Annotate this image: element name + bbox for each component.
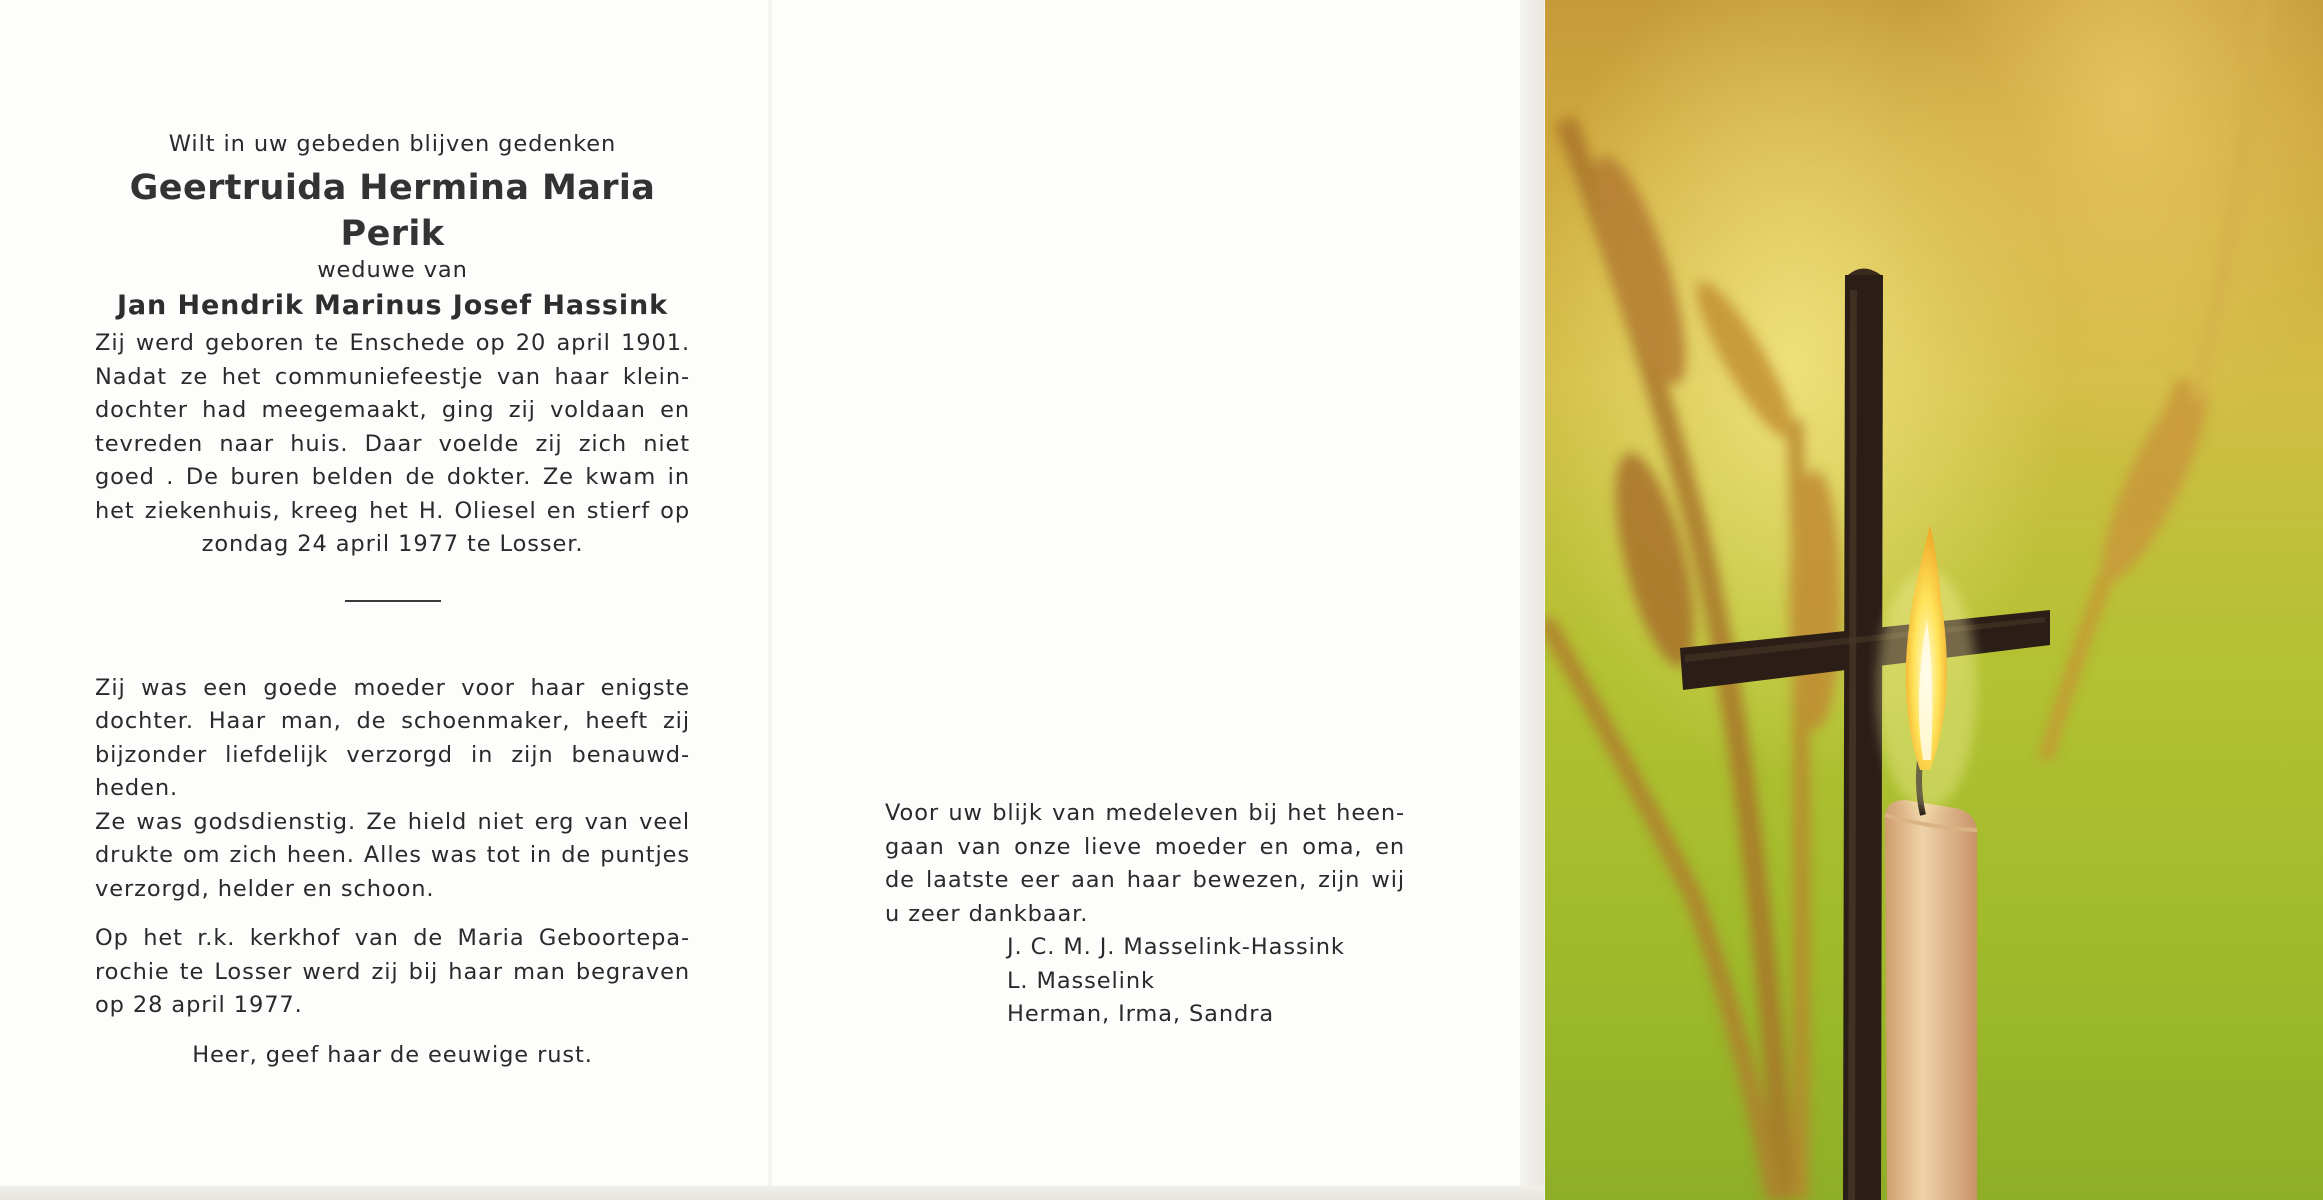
spacer xyxy=(95,602,690,672)
thank-you-line: Voor uw blijk van medeleven bij het heen- xyxy=(885,800,1405,826)
widow-of-line: weduwe van xyxy=(317,256,468,283)
card-fold-line xyxy=(768,0,772,1200)
left-page-text xyxy=(95,128,690,1072)
closing-prayer: Heer, geef haar de eeuwige rust. xyxy=(192,1041,593,1068)
character-paragraph xyxy=(95,672,690,806)
faith-line: Ze was godsdienstig. Ze hield niet erg van veel xyxy=(95,808,690,835)
signer-name: J. C. M. J. Masselink-Hassink xyxy=(1007,934,1345,960)
deceased-name: Geertruida Hermina Maria Perik xyxy=(129,167,656,254)
cross-candle-photo xyxy=(1545,0,2323,1200)
husband-name: Jan Hendrik Marinus Josef Hassink xyxy=(116,290,669,321)
thank-you-line: u zeer dankbaar. xyxy=(885,900,1089,927)
faith-line: verzorgd, helder en schoon. xyxy=(95,875,435,902)
biography-paragraph xyxy=(95,327,690,562)
burial-line: rochie te Losser werd zij bij haar man begraven xyxy=(95,958,690,985)
intro-line: Wilt in uw gebeden blijven gedenken xyxy=(168,131,617,157)
biography-line: goed . De buren belden de dokter. Ze kwam in xyxy=(95,464,690,490)
card-edge-shadow xyxy=(1520,0,1544,1200)
character-line: Zij was een goede moeder voor haar enigste xyxy=(95,674,690,701)
thank-you-line: de laatste eer aan haar bewezen, zijn wij xyxy=(885,867,1405,893)
burial-line: Op het r.k. kerkhof van de Maria Geboortepa- xyxy=(95,925,690,951)
biography-line: tevreden naar huis. Daar voelde zij zich niet xyxy=(95,430,690,457)
biography-line: Zij werd geboren te Enschede op 20 april 1901. xyxy=(95,330,690,356)
candle xyxy=(1885,760,1977,1200)
biography-line: dochter had meegemaakt, ging zij voldaan en xyxy=(95,397,690,423)
spacer xyxy=(95,906,690,922)
burial-paragraph xyxy=(95,922,690,1023)
spacer xyxy=(95,1023,690,1039)
faith-line: drukte om zich heen. Alles was tot in de puntjes xyxy=(95,842,690,868)
thank-you-text xyxy=(885,797,1405,1032)
signer-name: L. Masselink xyxy=(1007,967,1155,994)
signers-list xyxy=(885,931,1405,1032)
faith-paragraph xyxy=(95,806,690,907)
biography-line: zondag 24 april 1977 te Losser. xyxy=(201,531,584,557)
biography-line: Nadat ze het communiefeestje van haar klein- xyxy=(95,363,690,390)
character-line: dochter. Haar man, de schoenmaker, heeft zij xyxy=(95,708,690,734)
burial-line: op 28 april 1977. xyxy=(95,992,303,1018)
thank-you-line: gaan van onze lieve moeder en oma, en xyxy=(885,833,1405,860)
signer-name: Herman, Irma, Sandra xyxy=(1007,1001,1275,1027)
character-line: heden. xyxy=(95,775,179,801)
biography-line: het ziekenhuis, kreeg het H. Oliesel en stierf op xyxy=(95,497,690,524)
card-bottom-edge xyxy=(0,1186,1544,1200)
character-line: bijzonder liefdelijk verzorgd in zijn benauwd- xyxy=(95,741,690,768)
